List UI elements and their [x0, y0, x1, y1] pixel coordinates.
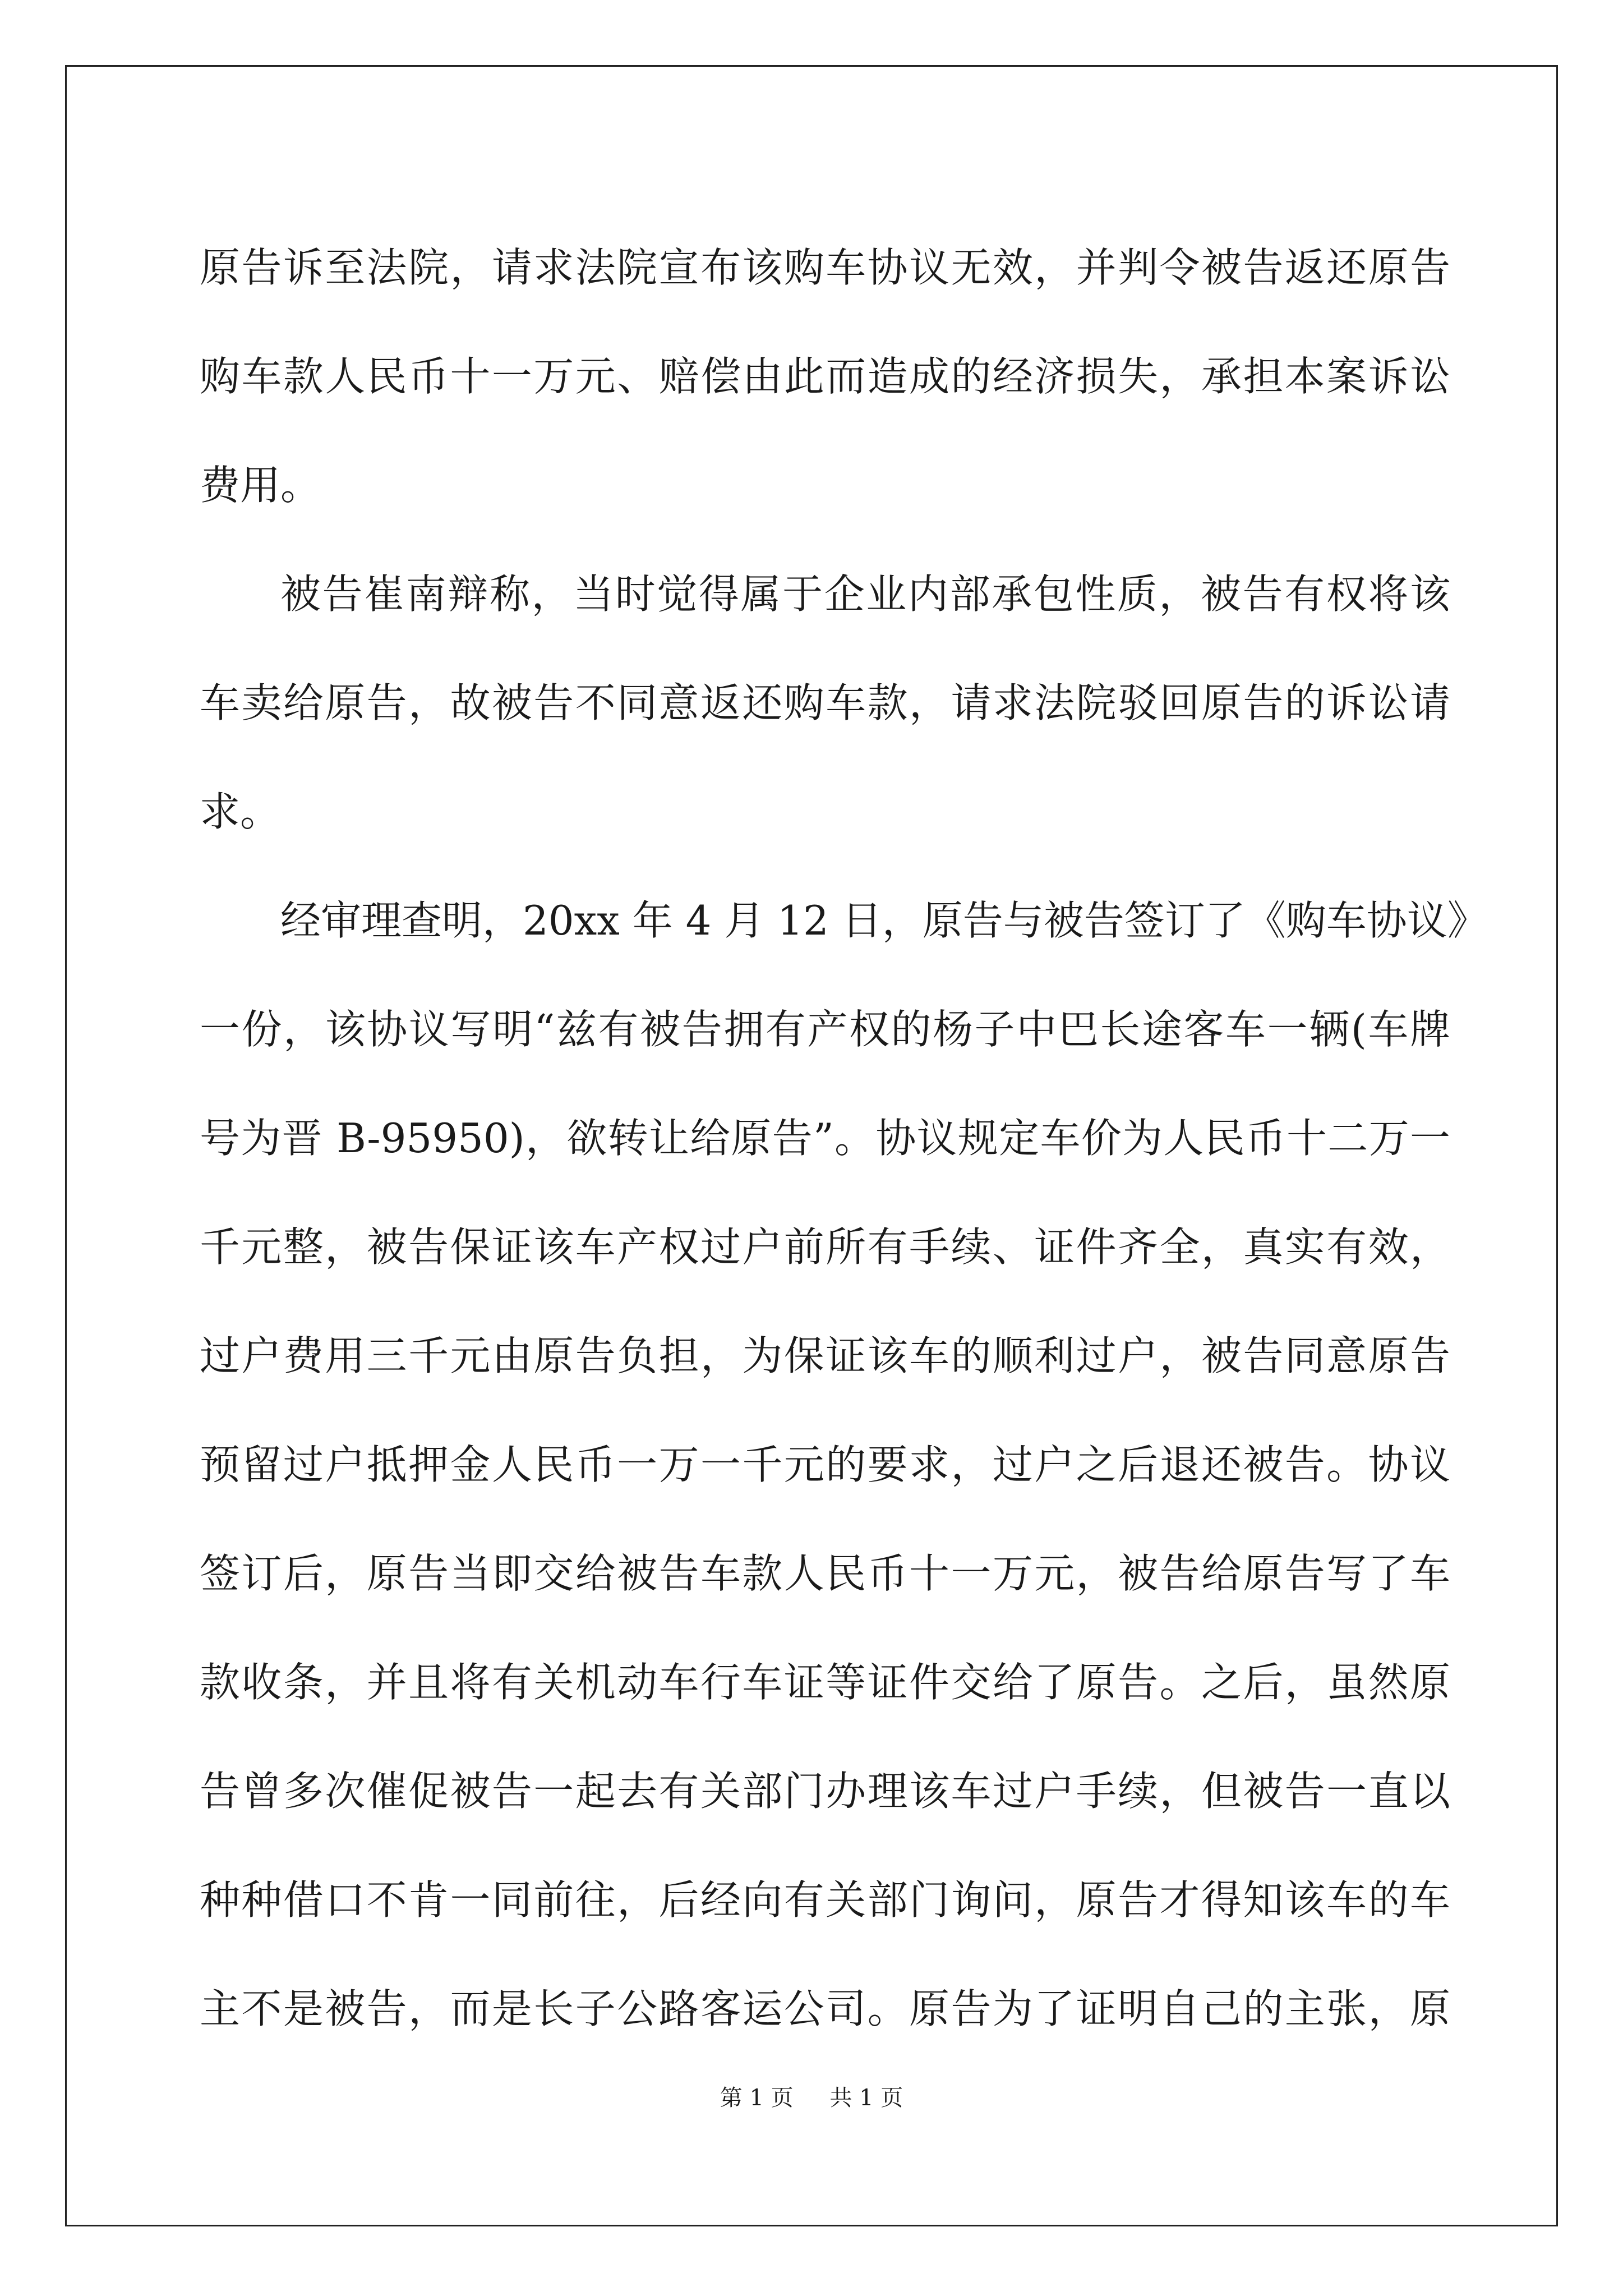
text-line: 告曾多次催促被告一起去有关部门办理该车过户手续，但被告一直以: [200, 1768, 1450, 1815]
text-line: 经审理查明，20xx 年 4 月 12 日，原告与被告签订了《购车协议》: [280, 897, 1488, 944]
text-line: 种种借口不肯一同前往，后经向有关部门询问，原告才得知该车的车: [200, 1876, 1450, 1924]
text-line: 一份，该协议写明“兹有被告拥有产权的杨子中巴长途客车一辆(车牌: [200, 1006, 1450, 1053]
text-line: 预留过户抵押金人民币一万一千元的要求，过户之后退还被告。协议: [200, 1441, 1450, 1488]
text-line: 费用。: [200, 462, 321, 509]
document-body: [200, 213, 1488, 2063]
page-number-current: 第 1 页: [720, 2085, 794, 2111]
text-line: 千元整，被告保证该车产权过户前所有手续、证件齐全，真实有效，: [200, 1223, 1450, 1271]
page-number-total: 共 1 页: [829, 2085, 903, 2111]
text-line: 签订后，原告当即交给被告车款人民币十一万元，被告给原告写了车: [200, 1550, 1450, 1597]
text-line: 原告诉至法院，请求法院宣布该购车协议无效，并判令被告返还原告: [200, 244, 1450, 291]
text-line: 求。: [200, 788, 281, 835]
text-line: 主不是被告，而是长子公路客运公司。原告为了证明自己的主张，原: [200, 1985, 1450, 2032]
text-line: 车卖给原告，故被告不同意返还购车款，请求法院驳回原告的诉讼请: [200, 679, 1450, 726]
text-line: 过户费用三千元由原告负担，为保证该车的顺利过户，被告同意原告: [200, 1332, 1450, 1379]
text-line: 购车款人民币十一万元、赔偿由此而造成的经济损失，承担本案诉讼: [200, 353, 1450, 400]
page-footer: [0, 2080, 1623, 2112]
text-line: 号为晋 B-95950)，欲转让给原告”。协议规定车价为人民币十二万一: [200, 1115, 1450, 1162]
text-line: 款收条，并且将有关机动车行车证等证件交给了原告。之后，虽然原: [200, 1659, 1450, 1706]
text-line: 被告崔南辩称，当时觉得属于企业内部承包性质，被告有权将该: [280, 570, 1450, 618]
